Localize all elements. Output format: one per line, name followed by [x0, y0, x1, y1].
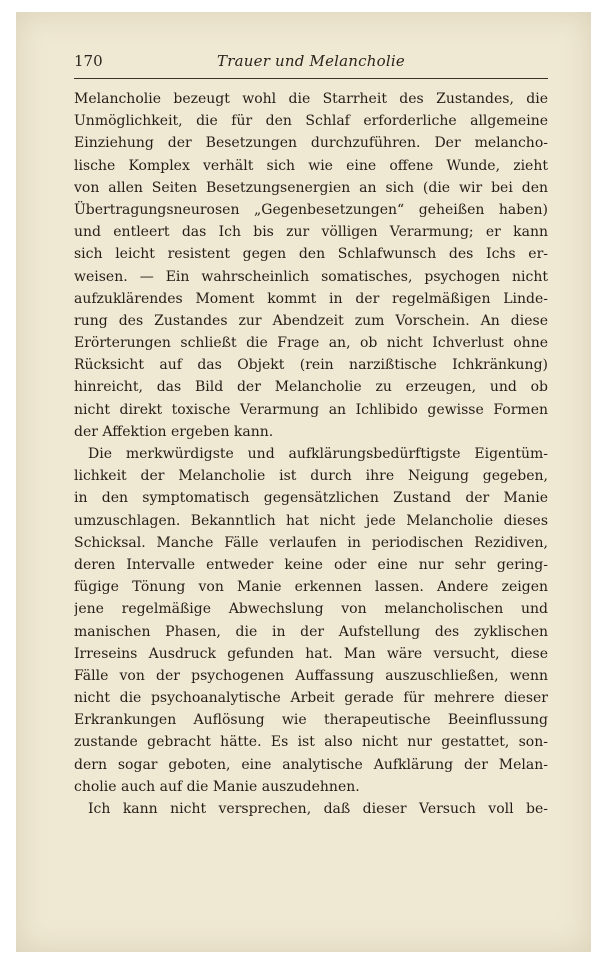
text-line: der Affektion ergeben kann. [74, 423, 274, 440]
text-line: lische Komplex verhält sich wie eine offene Wunde, zieht [74, 157, 548, 174]
text-line: sich leicht resistent gegen den Schlafwunsch des Ichs er- [74, 246, 548, 263]
text-line: Erkrankungen Auflösung wie therapeutische Beeinflussung [74, 712, 548, 729]
text-line: zustande gebracht hätte. Es ist also nicht nur gestattet, son- [74, 734, 548, 751]
page-number: 170 [74, 52, 103, 70]
text-line: Übertragungsneurosen „Gegenbesetzungen“ geheißen haben) [74, 201, 548, 218]
text-line: von allen Seiten Besetzungsenergien an sich (die wir bei den [74, 179, 548, 196]
text-line: und entleert das Ich bis zur völligen Verarmung; er kann [74, 224, 548, 241]
text-line: Melancholie bezeugt wohl die Starrheit des Zustandes, die [74, 91, 548, 107]
text-line: Erörterungen schließt die Frage an, ob nicht Ichverlust ohne [74, 335, 548, 352]
text-line: cholie auch auf die Manie auszudehnen. [74, 778, 360, 795]
text-line: hinreicht, das Bild der Melancholie zu erzeugen, und ob [74, 379, 548, 396]
running-head: Trauer und Melancholie [217, 52, 405, 70]
paragraph [74, 798, 548, 820]
text-line: fügige Tönung von Manie erkennen lassen. Andere zeigen [74, 579, 548, 596]
text-line: nicht die psychoanalytische Arbeit gerade für mehrere dieser [74, 690, 548, 707]
text-line: weisen. — Ein wahrscheinlich somatisches, psychogen nicht [74, 268, 548, 285]
header-rule [74, 78, 548, 79]
text-line: lichkeit der Melancholie ist durch ihre Neigung gegeben, [74, 468, 548, 485]
text-line: Schicksal. Manche Fälle verlaufen in periodischen Rezidiven, [74, 534, 548, 551]
paragraph [74, 443, 548, 798]
text-line: umzuschlagen. Bekanntlich hat nicht jede Melancholie dieses [74, 512, 548, 529]
paragraph [74, 88, 548, 443]
text-line: dern sogar geboten, eine analytische Aufklärung der Melan- [74, 756, 548, 773]
text-line: Die merkwürdigste und aufklärungsbedürftigste Eigentüm- [88, 446, 548, 462]
text-line: Ich kann nicht versprechen, daß dieser Versuch voll be- [88, 801, 548, 817]
text-line: in den symptomatisch gegensätzlichen Zustand der Manie [74, 490, 548, 507]
text-line: nicht direkt toxische Verarmung an Ichlibido gewisse Formen [74, 401, 548, 418]
text-line: aufzuklärendes Moment kommt in der regelmäßigen Linde- [74, 290, 548, 307]
text-line: Irreseins Ausdruck gefunden hat. Man wäre versucht, diese [74, 645, 548, 662]
body-text [74, 88, 548, 820]
page-header [74, 52, 548, 76]
text-line: Fälle von der psychogenen Auffassung auszuschließen, wenn [74, 667, 548, 684]
text-line: manischen Phasen, die in der Aufstellung des zyklischen [74, 623, 548, 640]
text-line: rung des Zustandes zur Abendzeit zum Vorschein. An diese [74, 312, 548, 329]
text-line: Unmöglichkeit, die für den Schlaf erforderliche allgemeine [74, 113, 548, 130]
text-line: jene regelmäßige Abwechslung von melancholischen und [74, 601, 548, 618]
text-line: Rücksicht auf das Objekt (rein narzißtische Ichkränkung) [74, 357, 548, 374]
text-line: deren Intervalle entweder keine oder eine nur sehr gering- [74, 556, 548, 573]
text-line: Einziehung der Besetzungen durchzuführen. Der melancho- [74, 135, 548, 152]
